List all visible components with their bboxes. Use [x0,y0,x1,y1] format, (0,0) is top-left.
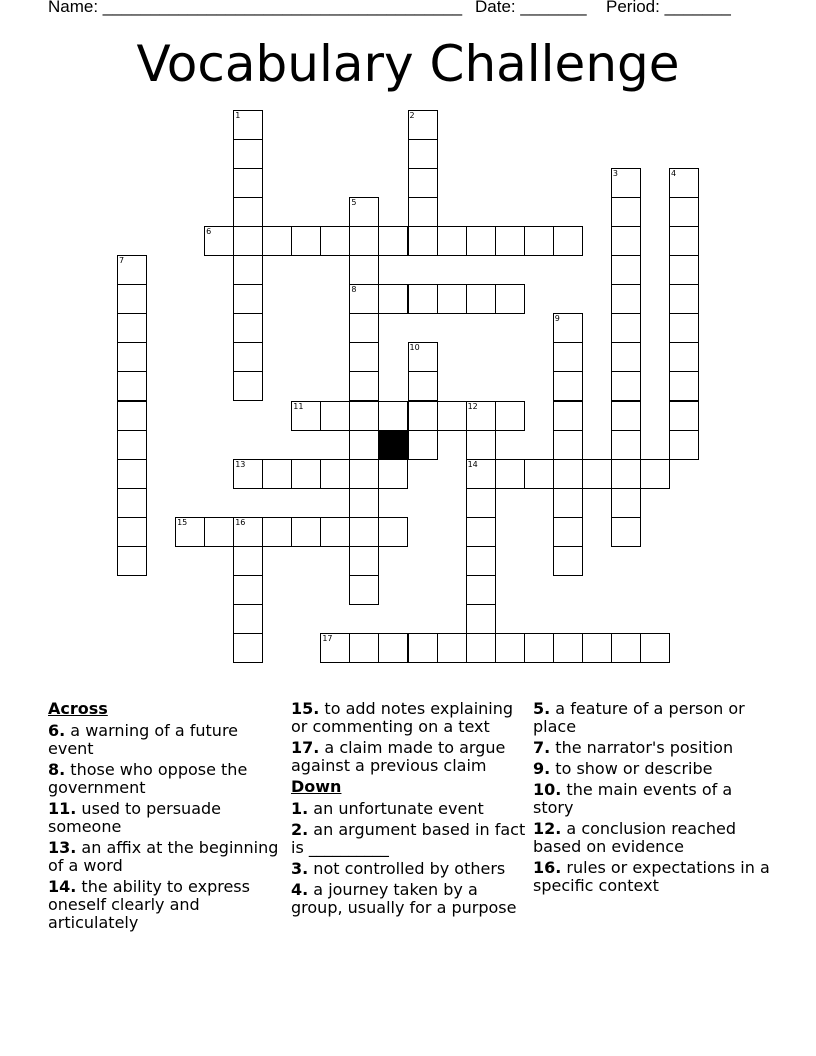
across-clue-list [48,722,280,932]
crossword-cell[interactable] [640,633,670,663]
crossword-cell[interactable] [233,575,263,605]
crossword-cell[interactable] [233,342,263,372]
period-field-label: Period: _______ [606,0,731,16]
crossword-cell[interactable] [408,168,438,198]
crossword-cell[interactable] [408,284,438,314]
cell-number: 11 [293,401,304,411]
clue-item [291,700,527,736]
crossword-cell[interactable] [117,546,147,576]
crossword-cell[interactable] [233,110,263,140]
crossword-cell[interactable] [611,488,641,518]
crossword-cell[interactable] [233,139,263,169]
cell-number: 17 [322,633,333,643]
crossword-cell[interactable] [466,575,496,605]
cell-number: 16 [235,517,246,527]
clue-text: a conclusion reached based on evidence [533,819,737,856]
crossword-cell[interactable] [553,459,583,489]
crossword-cell[interactable] [349,226,379,256]
crossword-cell[interactable] [175,517,205,547]
crossword-cell[interactable] [611,430,641,460]
crossword-cell[interactable] [320,401,350,431]
crossword-cell[interactable] [349,342,379,372]
crossword-cell[interactable] [495,284,525,314]
cell-number: 8 [351,285,357,295]
crossword-cell[interactable] [524,226,554,256]
crossword-cell[interactable] [291,517,321,547]
crossword-cell[interactable] [117,342,147,372]
crossword-cell[interactable] [408,371,438,401]
crossword-cell[interactable] [611,197,641,227]
clue-item [291,821,527,857]
crossword-cell[interactable] [495,226,525,256]
clue-item [48,722,280,758]
crossword-cell[interactable] [349,430,379,460]
clue-text: to show or describe [550,759,713,778]
crossword-cell[interactable] [495,401,525,431]
crossword-cell[interactable] [408,342,438,372]
cell-number: 13 [235,459,246,469]
crossword-cell[interactable] [611,517,641,547]
crossword-cell[interactable] [611,284,641,314]
crossword-cell[interactable] [233,546,263,576]
cell-number: 9 [554,314,560,324]
clue-text: not controlled by others [308,859,506,878]
clue-item [48,800,280,836]
crossword-blocked-cell [378,430,408,460]
crossword-cell[interactable] [466,546,496,576]
crossword-cell[interactable] [553,546,583,576]
crossword-cell[interactable] [437,401,467,431]
clue-text: the narrator's position [550,738,734,757]
crossword-cell[interactable] [669,313,699,343]
clue-item [48,761,280,797]
clue-item [48,878,280,932]
crossword-cell[interactable] [611,633,641,663]
crossword-cell[interactable] [466,459,496,489]
crossword-cell[interactable] [437,226,467,256]
crossword-cell[interactable] [378,284,408,314]
clue-number: 12. [533,819,562,838]
clue-item [291,800,527,818]
clue-text: used to persuade someone [48,799,221,836]
crossword-cell[interactable] [117,401,147,431]
cell-number: 5 [351,198,357,208]
crossword-cell[interactable] [495,633,525,663]
crossword-cell[interactable] [466,284,496,314]
crossword-cell[interactable] [669,342,699,372]
crossword-cell[interactable] [349,488,379,518]
crossword-cell[interactable] [408,197,438,227]
clue-number: 6. [48,721,66,740]
crossword-cell[interactable] [291,459,321,489]
clue-number: 1. [291,799,309,818]
crossword-cell[interactable] [582,633,612,663]
crossword-cell[interactable] [669,371,699,401]
down-clue-list-continued [533,700,773,895]
crossword-cell[interactable] [349,517,379,547]
crossword-cell[interactable] [349,197,379,227]
clue-number: 7. [533,738,551,757]
crossword-cell[interactable] [378,459,408,489]
crossword-cell[interactable] [291,401,321,431]
cell-number: 10 [409,343,420,353]
clue-number: 16. [533,858,562,877]
crossword-cell[interactable] [233,371,263,401]
crossword-cell[interactable] [466,517,496,547]
crossword-cell[interactable] [611,168,641,198]
clue-text: rules or expectations in a specific context [533,858,770,895]
crossword-cell[interactable] [524,459,554,489]
clue-text: the main events of a story [533,780,733,817]
page-title: Vocabulary Challenge [136,35,680,93]
crossword-cell[interactable] [233,284,263,314]
crossword-cell[interactable] [233,168,263,198]
clue-item [291,739,527,775]
crossword-cell[interactable] [553,633,583,663]
crossword-cell[interactable] [349,313,379,343]
crossword-cell[interactable] [669,226,699,256]
clue-number: 4. [291,880,309,899]
crossword-cell[interactable] [611,459,641,489]
clue-text: the ability to express oneself clearly and articulately [48,877,250,932]
clue-item [533,700,773,736]
crossword-cell[interactable] [233,313,263,343]
crossword-cell[interactable] [378,401,408,431]
crossword-cell[interactable] [408,110,438,140]
clue-item [533,820,773,856]
cell-number: 1 [235,111,241,120]
crossword-cell[interactable] [669,255,699,285]
clue-number: 15. [291,699,320,718]
clue-number: 3. [291,859,309,878]
clue-text: those who oppose the government [48,760,248,797]
crossword-cell[interactable] [117,430,147,460]
clue-text: an argument based in fact is __________ [291,820,526,857]
clue-text: a journey taken by a group, usually for a purpose [291,880,517,917]
crossword-cell[interactable] [640,459,670,489]
crossword-cell[interactable] [204,226,234,256]
crossword-cell[interactable] [466,488,496,518]
crossword-cell[interactable] [611,313,641,343]
crossword-cell[interactable] [553,226,583,256]
crossword-cell[interactable] [582,459,612,489]
clue-text: an affix at the beginning of a word [48,838,279,875]
crossword-cell[interactable] [408,633,438,663]
across-heading: Across [48,699,108,718]
cell-number: 4 [670,169,677,179]
crossword-cell[interactable] [204,517,234,547]
crossword-cell[interactable] [553,430,583,460]
crossword-cell[interactable] [611,371,641,401]
crossword-cell[interactable] [117,284,147,314]
clue-item [533,859,773,895]
crossword-cell[interactable] [349,459,379,489]
date-field-label: Date: _______ [475,0,587,16]
crossword-cell[interactable] [408,139,438,169]
crossword-cell[interactable] [233,226,263,256]
crossword-cell[interactable] [466,430,496,460]
clue-text: a claim made to argue against a previous claim [291,738,506,775]
crossword-cell[interactable] [233,633,263,663]
crossword-cell[interactable] [117,371,147,401]
crossword-cell[interactable] [669,401,699,431]
clue-number: 9. [533,759,551,778]
cell-number: 14 [467,459,478,469]
clue-number: 11. [48,799,77,818]
crossword-cell[interactable] [378,517,408,547]
crossword-cell[interactable] [495,459,525,489]
crossword-cell[interactable] [611,342,641,372]
crossword-cell[interactable] [117,255,147,285]
crossword-cell[interactable] [233,517,263,547]
clues-column-1 [48,700,280,935]
clue-number: 2. [291,820,309,839]
down-clue-list [291,800,527,917]
crossword-cell[interactable] [669,197,699,227]
cell-number: 6 [206,227,212,237]
crossword-cell[interactable] [320,517,350,547]
cell-number: 12 [467,401,478,411]
clue-text: a warning of a future event [48,721,239,758]
crossword-cell[interactable] [408,226,438,256]
crossword-cell[interactable] [466,604,496,634]
crossword-cell[interactable] [378,633,408,663]
crossword-cell[interactable] [466,226,496,256]
crossword-cell[interactable] [669,168,699,198]
crossword-cell[interactable] [320,459,350,489]
crossword-cell[interactable] [262,226,292,256]
cell-number: 3 [612,169,618,179]
crossword-cell[interactable] [669,430,699,460]
crossword-cell[interactable] [553,488,583,518]
crossword-cell[interactable] [233,604,263,634]
clues-column-2 [291,700,527,920]
crossword-cell[interactable] [553,313,583,343]
name-field-label: Name: ______________________________________ [48,0,463,16]
clue-item [533,781,773,817]
clue-text: a feature of a person or place [533,699,745,736]
crossword-cell[interactable] [262,459,292,489]
crossword-cell[interactable] [117,488,147,518]
clue-number: 8. [48,760,66,779]
crossword-cell[interactable] [233,459,263,489]
clue-number: 10. [533,780,562,799]
clue-item [533,739,773,757]
crossword-cell[interactable] [466,401,496,431]
crossword-cell[interactable] [611,226,641,256]
crossword-cell[interactable] [553,517,583,547]
crossword-cell[interactable] [233,255,263,285]
crossword-cell[interactable] [437,633,467,663]
crossword-cell[interactable] [320,633,350,663]
crossword-cell[interactable] [553,371,583,401]
crossword-cell[interactable] [349,401,379,431]
crossword-cell[interactable] [262,517,292,547]
across-clue-list-continued [291,700,527,775]
crossword-cell[interactable] [291,226,321,256]
crossword-cell[interactable] [408,430,438,460]
crossword-cell[interactable] [233,197,263,227]
crossword-cell[interactable] [553,401,583,431]
crossword-cell[interactable] [669,284,699,314]
crossword-cell[interactable] [553,342,583,372]
crossword-cell[interactable] [349,284,379,314]
clue-item [533,760,773,778]
clues-column-3 [533,700,773,898]
clue-number: 5. [533,699,551,718]
crossword-cell[interactable] [349,371,379,401]
cell-number: 15 [177,517,188,527]
clue-item [48,839,280,875]
crossword-cell[interactable] [349,546,379,576]
crossword-cell[interactable] [349,575,379,605]
clue-number: 17. [291,738,320,757]
crossword-cell[interactable] [117,459,147,489]
down-heading: Down [291,777,342,796]
clue-text: an unfortunate event [308,799,484,818]
crossword-cell[interactable] [378,226,408,256]
crossword-cell[interactable] [437,284,467,314]
crossword-cell[interactable] [408,401,438,431]
crossword-cell[interactable] [117,313,147,343]
crossword-cell[interactable] [524,633,554,663]
clue-item [291,860,527,878]
clue-item [291,881,527,917]
cell-number: 2 [409,111,415,120]
crossword-cell[interactable] [349,255,379,285]
crossword-cell[interactable] [611,255,641,285]
crossword-cell[interactable] [117,517,147,547]
clue-number: 14. [48,877,77,896]
crossword-cell[interactable] [611,401,641,431]
crossword-cell[interactable] [349,633,379,663]
crossword-cell[interactable] [320,226,350,256]
clue-text: to add notes explaining or commenting on a text [291,699,514,736]
clue-number: 13. [48,838,77,857]
cell-number: 7 [119,256,125,266]
crossword-cell[interactable] [466,633,496,663]
